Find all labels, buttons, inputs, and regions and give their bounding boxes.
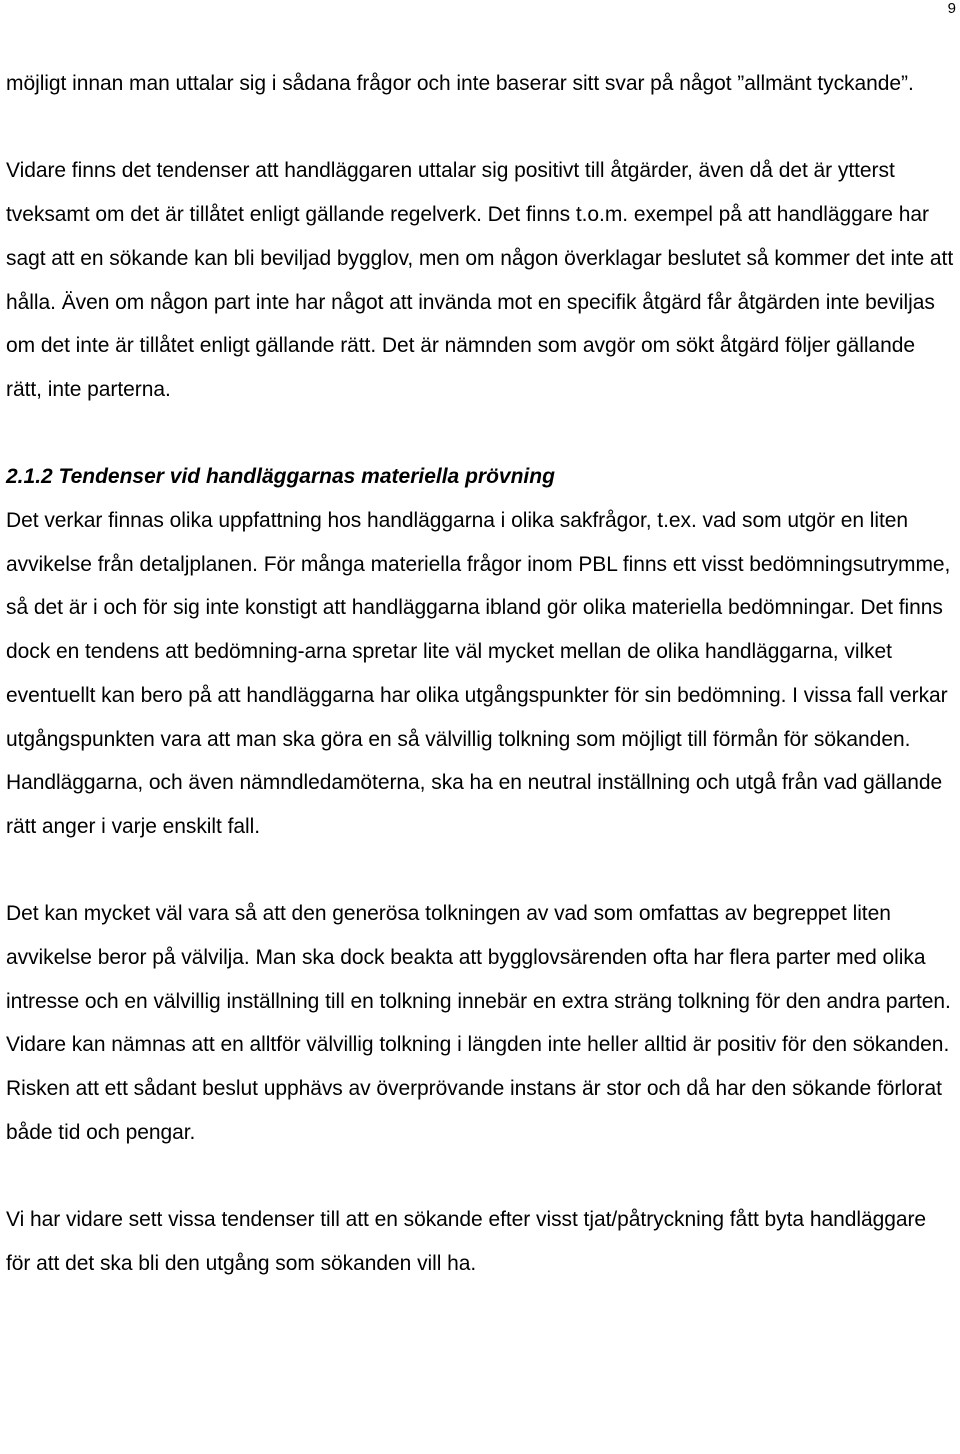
section-heading: 2.1.2 Tendenser vid handläggarnas materiella prövning <box>6 465 555 489</box>
page-number: 9 <box>947 0 956 17</box>
paragraph-tendencies-positive: Vidare finns det tendenser att handläggaren uttalar sig positivt till åtgärder, även då det är ytterst tveksamt om det är tillåtet enligt gällande regelverk. Det finns t.o.m. exempel på att handläggare har sagt att en sökande kan bli beviljad bygglov, men om någon överklagar beslutet så kommer det inte att hålla. Även om någon part inte har något att invända mot en specifik åtgärd får åtgärden inte beviljas om det inte är tillåtet enligt gällande rätt. Det är nämnden som avgör om sökt åtgärd följer gällande rätt, inte parterna. <box>6 159 954 401</box>
paragraph-intro: möjligt innan man uttalar sig i sådana frågor och inte baserar sitt svar på något ”allmänt tyckande”. <box>6 72 914 95</box>
paragraph-gap <box>6 1155 954 1199</box>
paragraph-generous-interpretation: Det kan mycket väl vara så att den generösa tolkningen av vad som omfattas av begreppet liten avvikelse beror på välvilja. Man ska dock beakta att bygglovsärenden ofta har flera parter med olika intresse och en välvillig inställning till en tolkning innebär en extra sträng tolkning för den andra parten. Vidare kan nämnas att en alltför välvillig tolkning i längden inte heller alltid är positiv för den sökanden. Risken att ett sådant beslut upphävs av överprövande instans är stor och då har den sökande förlorat både tid och pengar. <box>6 902 951 1144</box>
paragraph-gap <box>6 849 954 893</box>
document-body <box>6 62 954 1286</box>
paragraph-gap <box>6 106 954 150</box>
paragraph-material-review: Det verkar finnas olika uppfattning hos handläggarna i olika sakfrågor, t.ex. vad som utgör en liten avvikelse från detaljplanen. För många materiella frågor inom PBL finns ett visst bedömningsutrymme, så det är i och för sig inte konstigt att handläggarna ibland gör olika materiella bedömningar. Det finns dock en tendens att bedömning-arna spretar lite väl mycket mellan de olika handläggarna, vilket eventuellt kan bero på att handläggarna har olika utgångspunkter för sin bedömning. I vissa fall verkar utgångspunkten vara att man ska göra en så välvillig tolkning som möjligt till förmån för sökanden. Handläggarna, och även nämndledamöterna, ska ha en neutral inställning och utgå från vad gällande rätt anger i varje enskilt fall. <box>6 509 951 838</box>
paragraph-gap <box>6 412 954 456</box>
paragraph-pressure: Vi har vidare sett vissa tendenser till att en sökande efter visst tjat/påtryckning fått byta handläggare för att det ska bli den utgång som sökanden vill ha. <box>6 1208 927 1275</box>
